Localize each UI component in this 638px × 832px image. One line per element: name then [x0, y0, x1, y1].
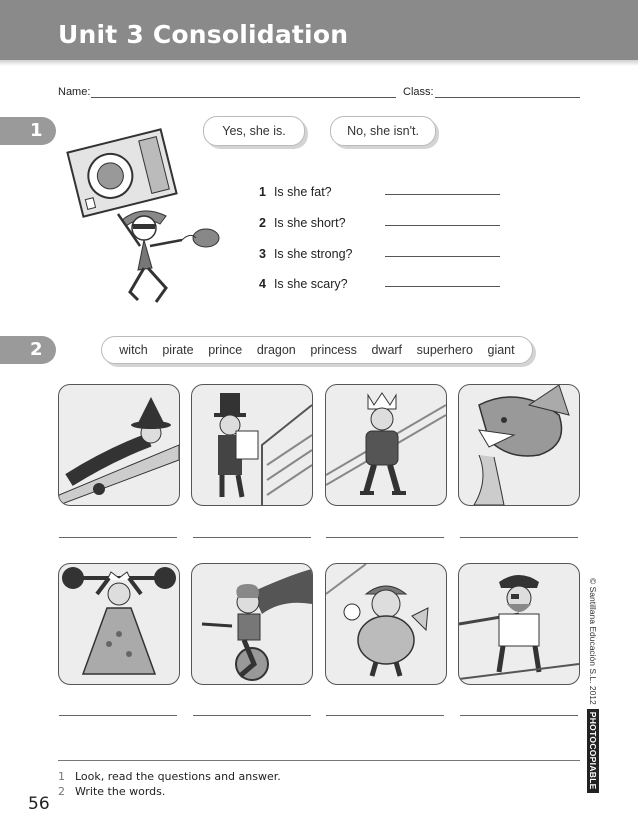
- class-label: Class:: [403, 86, 434, 98]
- word-prince: prince: [208, 343, 243, 357]
- section-1-tab: [0, 117, 56, 145]
- picture-superhero-bike: [191, 563, 313, 685]
- instruction-1: 1 Look, read the questions and answer.: [58, 770, 281, 783]
- word-pirate: pirate: [162, 343, 194, 357]
- question-2: 2 Is she short?: [259, 216, 346, 230]
- picture-dwarf: [325, 563, 447, 685]
- name-field[interactable]: [91, 97, 396, 98]
- section-2-number: 2: [30, 339, 43, 360]
- picture-prince: [325, 384, 447, 506]
- word-superhero: superhero: [416, 343, 473, 357]
- word-box: [101, 336, 533, 364]
- write-line-5[interactable]: [59, 715, 177, 716]
- photocopiable-badge: PHOTOCOPIABLE: [587, 709, 599, 793]
- word-dwarf: dwarf: [371, 343, 403, 357]
- question-4: 4 Is she scary?: [259, 277, 348, 291]
- answer-line-2[interactable]: [385, 225, 500, 226]
- answer-pill-no: No, she isn't.: [330, 116, 436, 146]
- question-1: 1 Is she fat?: [259, 185, 332, 199]
- instruction-2: 2 Write the words.: [58, 785, 166, 798]
- class-field[interactable]: [435, 97, 580, 98]
- picture-man-newspaper: [191, 384, 313, 506]
- answer-line-1[interactable]: [385, 194, 500, 195]
- question-3: 3 Is she strong?: [259, 247, 353, 261]
- answer-line-4[interactable]: [385, 286, 500, 287]
- header-shadow: [0, 60, 638, 66]
- page-title: Unit 3 Consolidation: [58, 20, 349, 49]
- word-giant: giant: [487, 343, 515, 357]
- picture-dragon: [458, 384, 580, 506]
- page-number: 56: [28, 794, 50, 814]
- name-label: Name:: [58, 86, 91, 98]
- copyright-text: © Santillana Educación S.L. 2012: [588, 578, 598, 705]
- word-princess: princess: [310, 343, 357, 357]
- write-line-8[interactable]: [460, 715, 578, 716]
- write-line-7[interactable]: [326, 715, 444, 716]
- write-line-4[interactable]: [460, 537, 578, 538]
- copyright-notice: [582, 578, 598, 790]
- write-line-6[interactable]: [193, 715, 311, 716]
- answer-pill-yes: Yes, she is.: [203, 116, 305, 146]
- footer-divider: [58, 760, 580, 761]
- answer-line-3[interactable]: [385, 256, 500, 257]
- picture-pirate: [458, 563, 580, 685]
- section-2-tab: [0, 336, 56, 364]
- picture-witch: [58, 384, 180, 506]
- picture-princess: [58, 563, 180, 685]
- write-line-1[interactable]: [59, 537, 177, 538]
- word-witch: witch: [119, 343, 148, 357]
- superhero-girl-illustration: [62, 128, 232, 308]
- write-line-2[interactable]: [193, 537, 311, 538]
- word-dragon: dragon: [256, 343, 296, 357]
- section-1-number: 1: [30, 120, 43, 141]
- write-line-3[interactable]: [326, 537, 444, 538]
